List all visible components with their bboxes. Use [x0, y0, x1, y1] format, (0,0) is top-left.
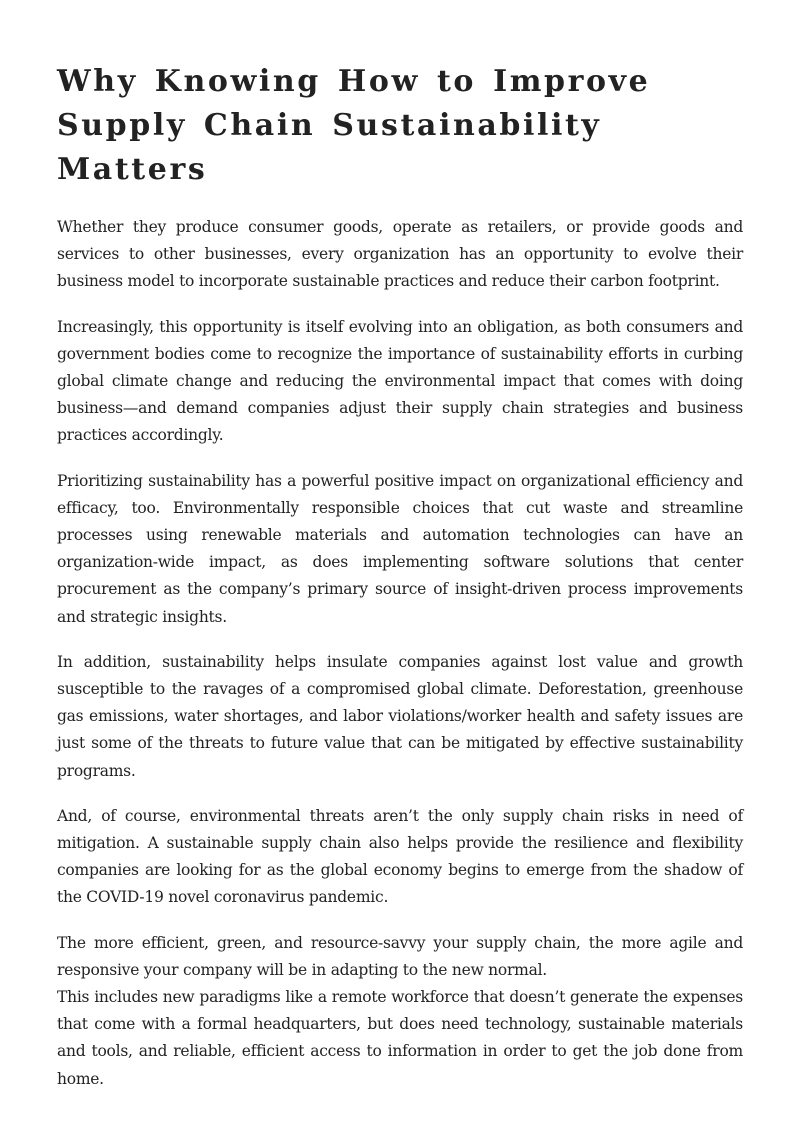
article-paragraph: In addition, sustainability helps insulate companies against lost value and growth susceptible to the ravages of a compromised global climate. Deforestation, greenhouse gas emissions, water shortages, and labor violations/worker health and safety issues are just some of the threats to future value that can be mitigated by effective sustainability programs.: [57, 652, 743, 780]
article-paragraph: And, of course, environmental threats aren’t the only supply chain risks in need of mitigation. A sustainable supply chain also helps provide the resilience and flexibility companies are looking for as the global economy begins to emerge from the shadow of the COVID-19 novel coronavirus pandemic.: [57, 806, 743, 907]
article-paragraph: The more efficient, green, and resource-savvy your supply chain, the more agile and responsive your company will be in adapting to the new normal.: [57, 933, 743, 979]
article-paragraph: Prioritizing sustainability has a powerful positive impact on organizational efficiency and efficacy, too. Environmentally responsible choices that cut waste and streamline processes using renewable materials and automation technologies can have an organization-wide impact, as does implementing software solutions that center procurement as the company’s primary source of insight-driven process improvements and strategic insights.: [57, 471, 743, 626]
article-paragraph: This includes new paradigms like a remote workforce that doesn’t generate the expenses that come with a formal headquarters, but does need technology, sustainable materials and tools, and reliable, efficient access to information in order to get the job done from home.: [57, 988, 743, 1088]
article: [57, 60, 743, 1111]
article-paragraph: Increasingly, this opportunity is itself evolving into an obligation, as both consumers and government bodies come to recognize the importance of sustainability efforts in curbing global climate change and reducing the environmental impact that comes with doing business—and demand companies adjust their supply chain strategies and business practices accordingly.: [57, 317, 743, 445]
article-paragraph: Whether they produce consumer goods, operate as retailers, or provide goods and services to other businesses, every organization has an opportunity to evolve their business model to incorporate sustainable practices and reduce their carbon footprint.: [57, 218, 743, 291]
article-title: Why Knowing How to Improve Supply Chain Sustainability Matters: [57, 64, 651, 187]
